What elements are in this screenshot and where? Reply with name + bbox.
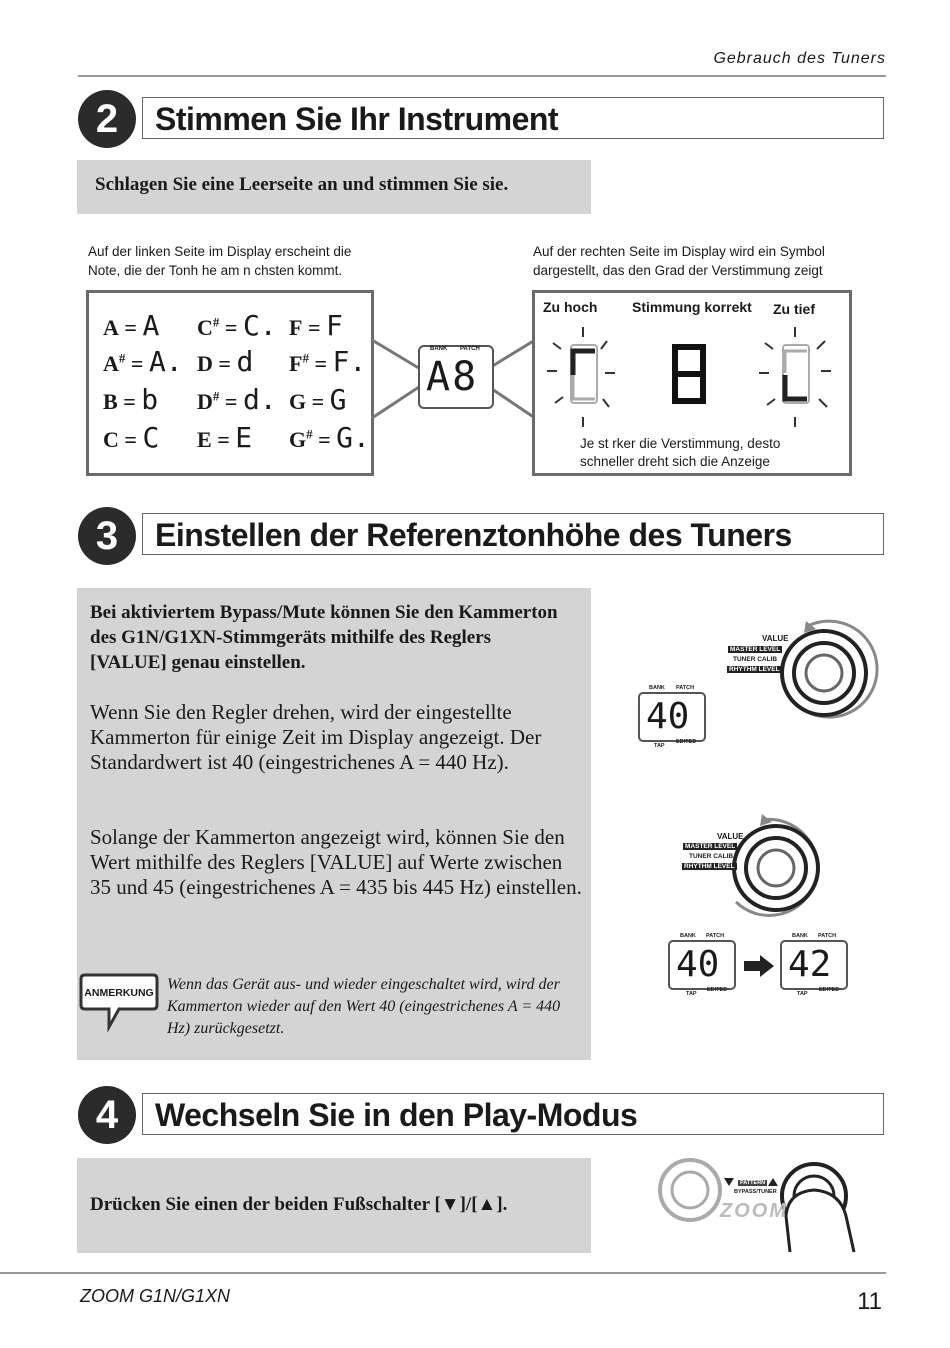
knob2-rhythm-label: RHYTHM LEVEL: [684, 863, 735, 870]
deviation-caption: [580, 435, 780, 471]
left-caption-line1: Auf der linken Seite im Display erscheint die: [88, 244, 352, 259]
note-name: D: [197, 389, 213, 414]
running-header: Gebrauch des Tuners: [713, 50, 886, 67]
section-3-para-3: Solange der Kammerton angezeigt wird, können Sie den Wert mithilfe des Reglers [VALUE] auf Werte zwischen 35 und 45 (eingestrichenes A = 435 bis 445 Hz) einstellen.: [90, 825, 582, 899]
display-default-value: [638, 692, 706, 742]
too-high-indicator-icon: [547, 327, 615, 427]
display-patch-label-1: PATCH: [676, 685, 695, 691]
section-3-para-bold: Bei aktiviertem Bypass/Mute können Sie den Kammerton des G1N/G1XN-Stimmgeräts mithilfe des Reglers [VALUE] genau einstellen.: [90, 602, 558, 673]
note-name: A: [103, 351, 119, 376]
deviation-caption-line1: Je st rker die Verstimmung, desto: [580, 436, 781, 451]
too-low-indicator-icon: [759, 327, 831, 427]
note-display-glyph: C.: [242, 309, 277, 342]
note-display-glyph: d.: [242, 383, 277, 416]
display-tap-label-1: TAP: [654, 743, 665, 749]
right-caption-line1: Auf der rechten Seite im Display wird ein Symbol: [533, 244, 825, 259]
note-entry: [289, 421, 370, 454]
label-correct: Stimmung korrekt: [632, 299, 752, 315]
equals-sign: =: [308, 351, 333, 376]
arrow-right-icon: [744, 955, 774, 977]
note-display-glyph: F: [326, 309, 343, 342]
mini-display-value: A8: [426, 354, 479, 400]
note-display-glyph: A: [142, 309, 160, 342]
label-too-high: Zu hoch: [543, 299, 598, 315]
note-entry: [197, 383, 277, 416]
display-edited-label-2: EDITED: [707, 987, 728, 993]
page-number: 11: [857, 1288, 882, 1315]
section-3-number: 3: [78, 507, 136, 565]
note-display-glyph: d: [236, 345, 254, 378]
note-entry: [103, 309, 159, 342]
note-display-glyph: F.: [332, 345, 367, 378]
note-entry: [197, 309, 277, 342]
note-sharp: #: [212, 388, 220, 404]
right-caption: [533, 242, 825, 280]
note-name: F: [289, 315, 303, 340]
note-entry: [103, 421, 159, 454]
equals-sign: =: [118, 427, 143, 452]
knob-master-label: MASTER LEVEL: [730, 646, 781, 653]
right-caption-line2: dargestellt, das den Grad der Verstimmung zeigt: [533, 263, 823, 278]
note-sharp: #: [302, 350, 309, 366]
display-before-digits: 40: [676, 944, 720, 985]
section-3-text-box: [77, 588, 591, 1060]
equals-sign: =: [312, 427, 337, 452]
note-sharp: #: [306, 426, 313, 442]
section-4-instruction: Drücken Sie einen der beiden Fußschalter [▼]/[▲].: [90, 1194, 508, 1215]
left-caption: [88, 242, 351, 280]
note-badge-label: ANMERKUNG: [84, 987, 154, 999]
section-2-title: Stimmen Sie Ihr Instrument: [142, 97, 884, 139]
display-edited-label-1: EDITED: [676, 739, 697, 745]
section-3-para-2: Wenn Sie den Regler drehen, wird der eingestellte Kammerton für einige Zeit im Display angezeigt. Der Standardwert ist 40 (eingestrichenes A = 440 Hz).: [90, 700, 542, 774]
equals-sign: =: [219, 315, 243, 340]
footer-rule: [0, 1272, 886, 1274]
note-display-table: [86, 290, 374, 476]
note-entry: [103, 345, 183, 378]
note-entry: [197, 345, 253, 378]
note-name: G: [289, 389, 307, 414]
note-display-glyph: b: [141, 383, 159, 416]
display-tap-label-2: TAP: [686, 991, 697, 997]
note-list: [89, 293, 371, 473]
note-name: C: [103, 427, 119, 452]
section-2-number: 2: [78, 90, 136, 148]
section-2-instruction-box: [77, 160, 591, 214]
knob2-value-label: VALUE: [717, 832, 744, 841]
note-entry: [289, 309, 343, 342]
section-4-instruction-box: [77, 1158, 591, 1253]
note-speech-bubble-icon: [79, 971, 159, 1033]
note-display-glyph: E: [235, 421, 253, 454]
section-4-title: Wechseln Sie in den Play-Modus: [142, 1093, 884, 1135]
mini-tuner-display: [418, 345, 494, 409]
equals-sign: =: [117, 389, 142, 414]
note-name: F: [289, 351, 303, 376]
equals-sign: =: [302, 315, 326, 340]
equals-sign: =: [211, 427, 236, 452]
display-default-digits: 40: [646, 696, 690, 737]
note-display-glyph: C: [142, 421, 160, 454]
note-name: C: [197, 315, 213, 340]
equals-sign: =: [212, 351, 237, 376]
correct-indicator-icon: [675, 347, 703, 401]
note-name: E: [197, 427, 212, 452]
deviation-caption-line2: schneller dreht sich die Anzeige: [580, 454, 770, 469]
display-bank-label-2: BANK: [680, 933, 696, 939]
note-text: Wenn das Gerät aus- und wieder eingeschaltet wird, wird der Kammerton wieder auf den Wert 40 (eingestrichenes A = 440 Hz) zurückgesetzt.: [167, 976, 561, 1037]
equals-sign: =: [118, 315, 143, 340]
display-after-digits: 42: [788, 944, 832, 985]
knob-rhythm-label: RHYTHM LEVEL: [729, 666, 780, 673]
section-4-number: 4: [78, 1086, 136, 1144]
knob-tuner-label: TUNER CALIB: [733, 656, 778, 663]
display-patch-label-2: PATCH: [706, 933, 725, 939]
note-display-glyph: G.: [336, 421, 370, 454]
knob2-tuner-label: TUNER CALIB: [689, 853, 734, 860]
note-display-glyph: A.: [148, 345, 183, 378]
equals-sign: =: [219, 389, 243, 414]
label-too-low: Zu tief: [773, 301, 815, 317]
note-sharp: #: [212, 314, 220, 330]
tuning-deviation-panel: [532, 290, 852, 476]
section-3-title: Einstellen der Referenztonhöhe des Tuners: [142, 513, 884, 555]
note-name: B: [103, 389, 118, 414]
header-rule: [78, 75, 886, 77]
display-tap-label-3: TAP: [797, 991, 808, 997]
equals-sign: =: [125, 351, 149, 376]
section-2-instruction: Schlagen Sie eine Leerseite an und stimmen Sie sie.: [95, 174, 509, 195]
knob-value-label: VALUE: [762, 634, 789, 643]
mini-bank-label: BANK: [430, 346, 448, 352]
display-bank-label-3: BANK: [792, 933, 808, 939]
mini-patch-label: PATCH: [460, 346, 480, 352]
pedal-pattern-label: PATTERN: [740, 1180, 766, 1186]
display-edited-label-3: EDITED: [819, 987, 840, 993]
display-bank-label-1: BANK: [649, 685, 665, 691]
equals-sign: =: [306, 389, 330, 414]
deviation-indicators: [545, 323, 845, 433]
note-display-glyph: G: [329, 383, 347, 416]
note-name: G: [289, 427, 307, 452]
knob2-master-label: MASTER LEVEL: [685, 843, 736, 850]
note-entry: [289, 345, 366, 378]
display-after: [780, 940, 848, 990]
note-entry: [289, 383, 347, 416]
display-patch-label-3: PATCH: [818, 933, 837, 939]
note-entry: [103, 383, 158, 416]
footer-model: ZOOM G1N/G1XN: [80, 1286, 231, 1306]
note-sharp: #: [118, 350, 126, 366]
left-caption-line2: Note, die der Tonh he am n chsten kommt.: [88, 263, 343, 278]
display-before: [668, 940, 736, 990]
note-name: A: [103, 315, 119, 340]
note-entry: [197, 421, 252, 454]
pedal-bypass-label: BYPASS/TUNER: [734, 1189, 777, 1195]
zoom-logo: ZOOM: [720, 1200, 788, 1222]
note-name: D: [197, 351, 213, 376]
